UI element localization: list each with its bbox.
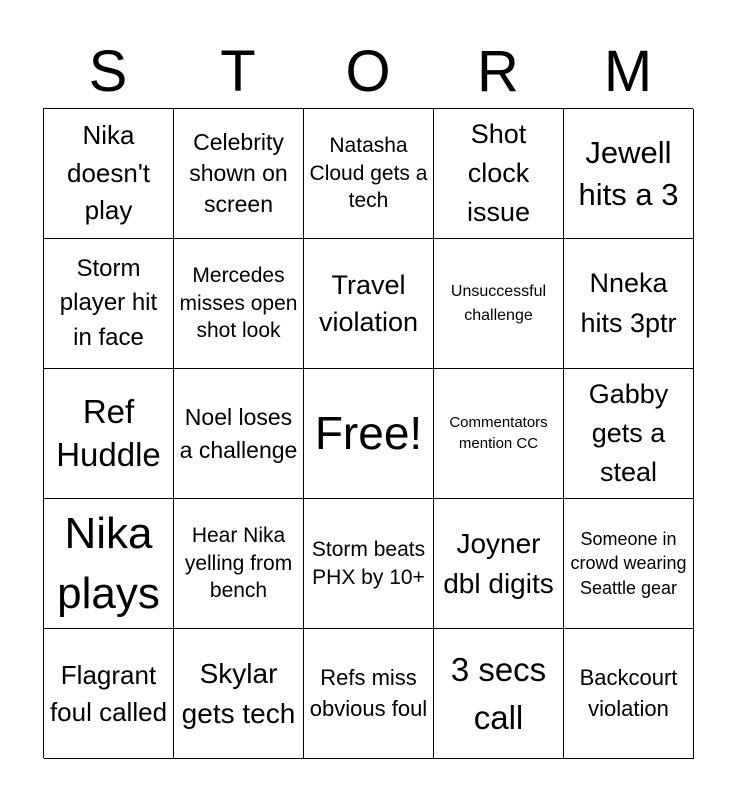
bingo-board <box>43 108 693 758</box>
cell-text: Hear Nika yelling from bench <box>184 523 293 603</box>
header-letter-s: S <box>88 39 128 104</box>
bingo-cell-r5c4[interactable] <box>434 629 564 759</box>
header-letter-t: T <box>220 39 256 104</box>
bingo-cell-r3c5[interactable] <box>564 369 694 499</box>
cell-text: Storm beats PHX by 10+ <box>311 537 426 589</box>
header-letter-r: R <box>477 39 519 104</box>
bingo-cell-r1c2[interactable] <box>174 109 304 239</box>
cell-text: Flagrant foul called <box>49 660 168 727</box>
cell-text: Nika plays <box>57 509 160 618</box>
cell-text: Travel violation <box>318 270 419 337</box>
cell-text: Refs miss obvious foul <box>309 665 428 721</box>
bingo-cell-r5c2[interactable] <box>174 629 304 759</box>
bingo-cell-free[interactable] <box>304 369 434 499</box>
free-space-text: Free! <box>314 407 423 460</box>
bingo-cell-r1c4[interactable] <box>434 109 564 239</box>
cell-text: Backcourt violation <box>579 665 678 721</box>
bingo-cell-r2c5[interactable] <box>564 239 694 369</box>
bingo-header <box>43 40 693 104</box>
cell-text: Ref Huddle <box>56 392 161 473</box>
bingo-cell-r1c3[interactable] <box>304 109 434 239</box>
bingo-cell-r2c4[interactable] <box>434 239 564 369</box>
cell-text: Joyner dbl digits <box>443 528 554 599</box>
cell-text: Nika doesn't play <box>66 119 151 226</box>
header-letter-o: O <box>345 39 391 104</box>
cell-text: Commentators mention CC <box>449 414 548 452</box>
bingo-cell-r5c3[interactable] <box>304 629 434 759</box>
bingo-cell-r5c1[interactable] <box>44 629 174 759</box>
cell-text: Unsuccessful challenge <box>450 283 547 324</box>
cell-text: Someone in crowd wearing Seattle gear <box>570 529 687 598</box>
bingo-cell-r2c1[interactable] <box>44 239 174 369</box>
bingo-cell-r4c5[interactable] <box>564 499 694 629</box>
header-letter-m: M <box>603 39 653 104</box>
cell-text: Natasha Cloud gets a tech <box>309 133 428 213</box>
bingo-cell-r3c1[interactable] <box>44 369 174 499</box>
cell-text: 3 secs call <box>450 650 547 736</box>
bingo-cell-r5c5[interactable] <box>564 629 694 759</box>
bingo-cell-r4c2[interactable] <box>174 499 304 629</box>
cell-text: Noel loses a challenge <box>179 404 298 463</box>
bingo-cell-r4c1[interactable] <box>44 499 174 629</box>
bingo-cell-r2c2[interactable] <box>174 239 304 369</box>
cell-text: Nneka hits 3ptr <box>580 268 677 338</box>
bingo-cell-r1c5[interactable] <box>564 109 694 239</box>
cell-text: Shot clock issue <box>466 118 531 228</box>
bingo-cell-r3c2[interactable] <box>174 369 304 499</box>
cell-text: Gabby gets a steal <box>588 378 669 488</box>
bingo-cell-r1c1[interactable] <box>44 109 174 239</box>
bingo-cell-r3c4[interactable] <box>434 369 564 499</box>
cell-text: Storm player hit in face <box>59 255 158 351</box>
cell-text: Jewell hits a 3 <box>578 135 679 212</box>
cell-text: Skylar gets tech <box>181 658 296 729</box>
cell-text: Celebrity shown on screen <box>189 128 288 218</box>
bingo-cell-r2c3[interactable] <box>304 239 434 369</box>
bingo-cell-r4c3[interactable] <box>304 499 434 629</box>
cell-text: Mercedes misses open shot look <box>179 263 298 343</box>
bingo-cell-r4c4[interactable] <box>434 499 564 629</box>
